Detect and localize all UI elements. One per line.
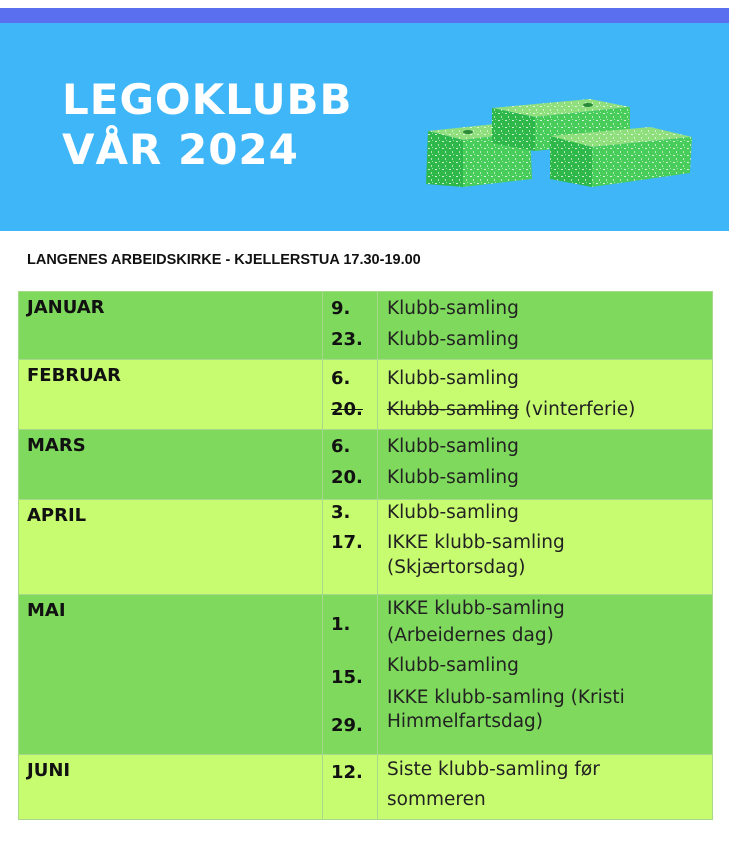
month-cell: MAI — [19, 595, 323, 755]
location-time-subtitle: LANGENES ARBEIDSKIRKE - KJELLERSTUA 17.30-19.00 — [27, 252, 421, 268]
event: Klubb-samling — [387, 368, 519, 389]
date-cancelled: 20. — [331, 399, 363, 420]
event: Klubb-samling — [387, 501, 519, 523]
date: 12. — [331, 762, 363, 783]
event-note: sommeren — [387, 789, 486, 810]
date: 23. — [331, 329, 363, 350]
event: Klubb-samling — [387, 436, 519, 457]
event-note: (Skjærtorsdag) — [387, 557, 526, 578]
lego-bricks-icon — [420, 91, 695, 191]
date: 6. — [331, 368, 351, 389]
date-cell — [323, 430, 378, 500]
event: Siste klubb-samling før — [387, 759, 600, 780]
header-banner — [0, 23, 729, 231]
event: Klubb-samling — [387, 467, 519, 488]
month-cell: APRIL — [19, 500, 323, 595]
title-line-1: LEGOKLUBB — [62, 75, 353, 124]
event-note: (Arbeidernes dag) — [387, 625, 554, 646]
month-cell: FEBRUAR — [19, 360, 323, 430]
event-cancelled: Klubb-samling — [387, 399, 519, 420]
date-cell — [323, 755, 378, 820]
date: 17. — [331, 531, 363, 553]
date: 20. — [331, 467, 363, 488]
date: 3. — [331, 501, 351, 523]
month-cell: JANUAR — [19, 292, 323, 360]
date: 1. — [331, 613, 351, 635]
date: 29. — [331, 714, 363, 736]
event-note: (vinterferie) — [524, 399, 636, 420]
event: Klubb-samling — [387, 329, 519, 350]
table-row — [19, 430, 713, 500]
date: 9. — [331, 298, 351, 319]
month-cell: MARS — [19, 430, 323, 500]
accent-bar — [0, 8, 729, 23]
date-cell — [323, 292, 378, 360]
date-cell — [323, 360, 378, 430]
event-cell — [378, 755, 713, 820]
event: Klubb-samling — [387, 298, 519, 319]
event: IKKE klubb-samling — [387, 532, 565, 553]
event: IKKE klubb-samling — [387, 598, 565, 619]
event-cell — [378, 595, 713, 755]
event-cell — [378, 500, 713, 595]
table-row — [19, 595, 713, 755]
event-note: Himmelfartsdag) — [387, 711, 544, 732]
event: IKKE klubb-samling (Kristi — [387, 687, 625, 708]
schedule-table — [18, 291, 713, 820]
title-line-2: VÅR 2024 — [62, 125, 299, 174]
date: 15. — [331, 666, 363, 688]
month-cell: JUNI — [19, 755, 323, 820]
table-row — [19, 500, 713, 595]
event: Klubb-samling — [387, 655, 519, 676]
table-row — [19, 292, 713, 360]
date-cell — [323, 595, 378, 755]
page-title — [62, 75, 353, 175]
table-row — [19, 360, 713, 430]
event-cell — [378, 360, 713, 430]
date: 6. — [331, 436, 351, 457]
event-cell — [378, 430, 713, 500]
date-cell — [323, 500, 378, 595]
table-row — [19, 755, 713, 820]
event-cell — [378, 292, 713, 360]
